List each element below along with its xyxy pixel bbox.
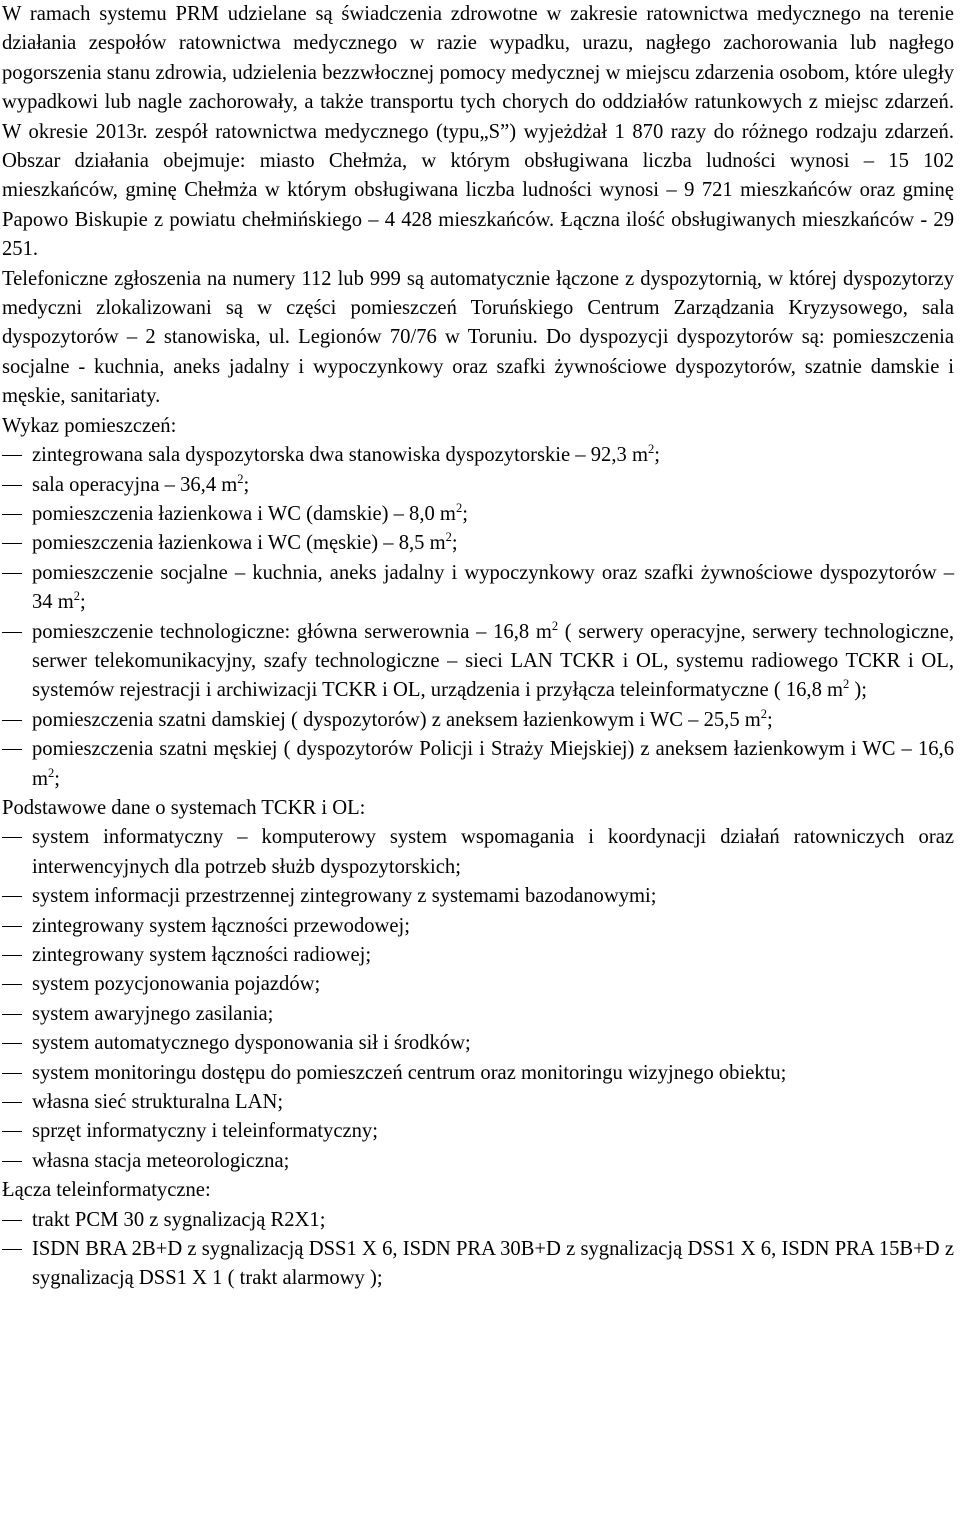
dash-bullet-icon <box>2 1102 22 1103</box>
list-item <box>2 735 954 794</box>
list-item-text: pomieszczenia łazienkowa i WC (damskie) – 8,0 m <box>32 502 456 525</box>
document-page <box>2 0 954 1294</box>
dash-bullet-icon <box>2 1043 22 1044</box>
list-item <box>2 912 954 941</box>
paragraph-prm-intro: W ramach systemu PRM udzielane są świadczenia zdrowotne w zakresie ratownictwa medycznego na terenie działania zespołów ratownictwa medycznego w razie wypadku, urazu, nagłego zachorowania lub nagłego pogorszenia stanu zdrowia, udzielenia bezzwłocznej pomocy medycznej w miejscu zdarzenia osobom, które uległy wypadkowi lub nagle zachorowały, a także transportu tych chorych do oddziałów ratunkowych z miejsc zdarzeń. W okresie 2013r. zespół ratownictwa medycznego (typu„S”) wyjeżdżał 1 870 razy do różnego rodzaju zdarzeń. Obszar działania obejmuje: miasto Chełmża, w którym obsługiwana liczba ludności wynosi – 15 102 mieszkańców, gminę Chełmża w którym obsługiwana liczba ludności wynosi – 9 721 mieszkańców oraz gminę Papowo Biskupie z powiatu chełmińskiego – 4 428 mieszkańców. Łączna ilość obsługiwanych mieszkańców - 29 251. <box>2 3 954 261</box>
list-item <box>2 618 954 706</box>
list-item-text: ISDN BRA 2B+D z sygnalizacją DSS1 X 6, ISDN PRA 30B+D z sygnalizacją DSS1 X 6, ISDN PRA 15B+D z sygnalizacją DSS1 X 1 ( trakt alarmowy ); <box>32 1238 954 1290</box>
list-item-text: ); <box>849 679 868 702</box>
dash-bullet-icon <box>2 1220 22 1221</box>
superscript: 2 <box>73 589 81 604</box>
systems-heading: Podstawowe dane o systemach TCKR i OL: <box>2 796 366 819</box>
dash-bullet-icon <box>2 455 22 456</box>
superscript: 2 <box>237 471 244 486</box>
list-item-text: ; <box>462 502 468 525</box>
list-item <box>2 1088 954 1117</box>
list-item <box>2 1117 954 1146</box>
superscript: 2 <box>647 442 655 457</box>
list-item-text: system pozycjonowania pojazdów; <box>32 973 321 996</box>
list-item-text: ; <box>451 532 458 555</box>
list-item <box>2 1147 954 1176</box>
superscript: 2 <box>551 618 559 633</box>
list-item-text: ( serwery operacyjne, serwery technologiczne, serwer telekomunikacyjny, szafy technologiczne – sieci LAN TCKR i OL, systemu radiowego TCKR i OL, systemów rejestracji i archiwizacji TCKR i OL, urządzenia i przyłącza teleinformatyczne ( 16,8 m <box>32 620 954 702</box>
list-item-text: zintegrowany system łączności przewodowej; <box>32 914 410 937</box>
list-item <box>2 941 954 970</box>
paragraph-dispatch-center: Telefoniczne zgłoszenia na numery 112 lub 999 są automatycznie łączone z dyspozytornią, w której dyspozytorzy medyczni zlokalizowani są w części pomieszczeń Toruńskiego Centrum Zarządzania Kryzysowego, sala dyspozytorów – 2 stanowiska, ul. Legionów 70/76 w Toruniu. Do dyspozycji dyspozytorów są: pomieszczenia socjalne - kuchnia, aneks jadalny i wypoczynkowy oraz szafki żywnościowe dyspozytorów, szatnie damskie i męskie, sanitariaty. <box>2 267 954 408</box>
dash-bullet-icon <box>2 1161 22 1162</box>
dash-bullet-icon <box>2 926 22 927</box>
dash-bullet-icon <box>2 632 22 633</box>
list-item-text: zintegrowany system łączności radiowej; <box>32 944 372 966</box>
list-item-text: ; <box>243 473 250 496</box>
dash-bullet-icon <box>2 896 22 897</box>
dash-bullet-icon <box>2 984 22 985</box>
list-item-text: system informacji przestrzennej zintegrowany z systemami bazodanowymi; <box>32 885 657 908</box>
list-item-text: pomieszczenia szatni męskiej ( dyspozytorów Policji i Straży Miejskiej) z aneksem łazienkowym i WC – 16,6 m <box>32 738 954 790</box>
dash-bullet-icon <box>2 573 22 574</box>
list-item <box>2 529 954 558</box>
dash-bullet-icon <box>2 1073 22 1074</box>
list-item <box>2 1000 954 1029</box>
list-item-text: własna sieć strukturalna LAN; <box>32 1091 284 1114</box>
list-item-text: ; <box>767 708 773 731</box>
list-item-text: pomieszczenie technologiczne: główna serwerownia – 16,8 m <box>32 620 552 643</box>
list-item <box>2 882 954 911</box>
dash-bullet-icon <box>2 1131 22 1132</box>
list-item <box>2 706 954 735</box>
dash-bullet-icon <box>2 720 22 721</box>
list-item-text: system monitoringu dostępu do pomieszczeń centrum oraz monitoringu wizyjnego obiektu; <box>32 1061 787 1084</box>
rooms-heading: Wykaz pomieszczeń: <box>2 414 177 437</box>
list-item-text: system awaryjnego zasilania; <box>32 1002 274 1025</box>
list-item-text: system informatyczny – komputerowy system wspomagania i koordynacji działań ratowniczych oraz interwencyjnych dla potrzeb służb dyspozytorskich; <box>32 826 954 878</box>
list-item <box>2 441 954 470</box>
list-item-text: pomieszczenia łazienkowa i WC (męskie) – 8,5 m <box>32 532 446 555</box>
list-item-text: system automatycznego dysponowania sił i środków; <box>32 1032 471 1055</box>
links-list <box>2 1206 954 1294</box>
list-item-text: pomieszczenia szatni damskiej ( dyspozytorów) z aneksem łazienkowym i WC – 25,5 m <box>32 708 761 731</box>
dash-bullet-icon <box>2 514 22 515</box>
dash-bullet-icon <box>2 837 22 838</box>
list-item <box>2 471 954 500</box>
list-item-text: sprzęt informatyczny i teleinformatyczny; <box>32 1120 378 1143</box>
list-item <box>2 500 954 529</box>
superscript: 2 <box>843 677 850 692</box>
list-item <box>2 970 954 999</box>
list-item-text: ; <box>80 591 86 614</box>
list-item <box>2 1206 954 1235</box>
list-item <box>2 1029 954 1058</box>
systems-list <box>2 823 954 1176</box>
dash-bullet-icon <box>2 1014 22 1015</box>
list-item <box>2 1235 954 1294</box>
dash-bullet-icon <box>2 543 22 544</box>
list-item-text: ; <box>654 444 660 467</box>
rooms-list <box>2 441 954 794</box>
list-item-text: zintegrowana sala dyspozytorska dwa stanowiska dyspozytorskie – 92,3 m <box>32 444 648 467</box>
superscript: 2 <box>760 706 768 721</box>
list-item <box>2 1059 954 1088</box>
list-item-text: trakt PCM 30 z sygnalizacją R2X1; <box>32 1208 326 1231</box>
list-item-text: ; <box>54 767 61 790</box>
dash-bullet-icon <box>2 749 22 750</box>
list-item-text: pomieszczenie socjalne – kuchnia, aneks jadalny i wypoczynkowy oraz szafki żywnościowe dyspozytorów – 34 m <box>32 561 954 614</box>
superscript: 2 <box>48 765 55 780</box>
list-item-text: sala operacyjna – 36,4 m <box>32 473 238 496</box>
list-item-text: własna stacja meteorologiczna; <box>32 1149 290 1172</box>
dash-bullet-icon <box>2 1249 22 1250</box>
links-heading: Łącza teleinformatyczne: <box>2 1179 211 1202</box>
list-item <box>2 559 954 618</box>
superscript: 2 <box>445 530 452 545</box>
dash-bullet-icon <box>2 955 22 956</box>
list-item <box>2 823 954 882</box>
superscript: 2 <box>455 500 463 515</box>
dash-bullet-icon <box>2 485 22 486</box>
